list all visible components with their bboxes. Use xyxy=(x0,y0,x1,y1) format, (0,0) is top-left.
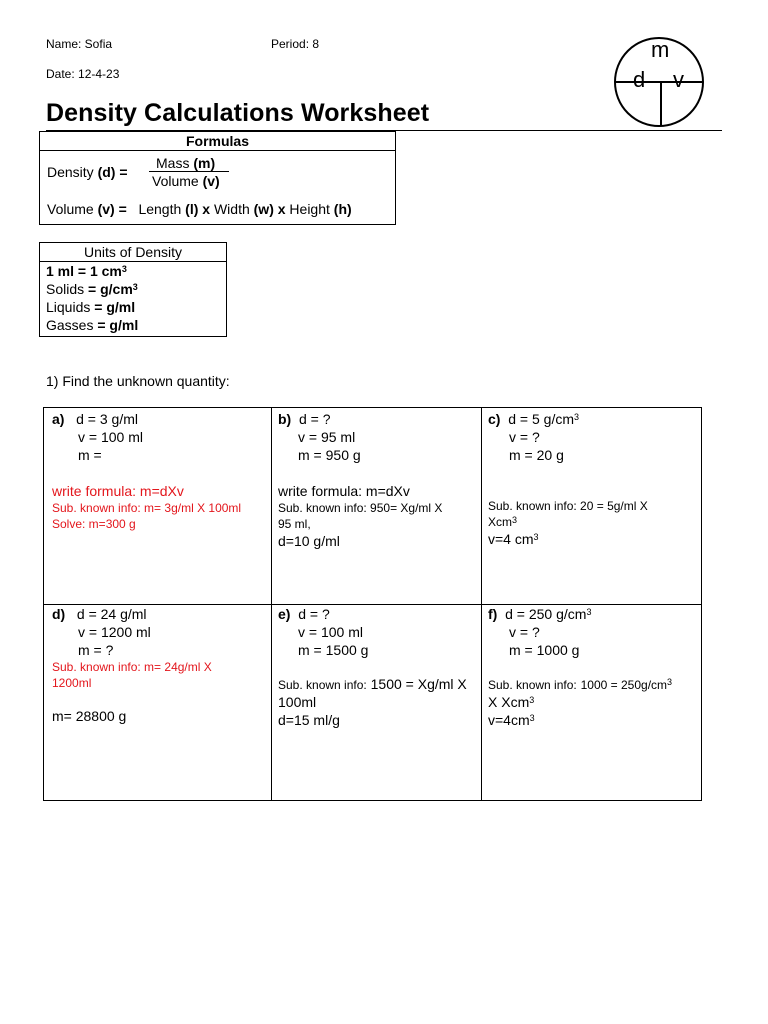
question-prompt: 1) Find the unknown quantity: xyxy=(46,373,230,389)
problem-b-known-2: 95 ml, xyxy=(278,517,311,531)
fraction-numerator: Mass (m) xyxy=(156,155,216,171)
problem-a-known: Sub. known info: m= 3g/ml X 100ml xyxy=(52,501,242,515)
problem-b-formula: write formula: m=dXv xyxy=(278,483,410,499)
problem-c-known-1: Sub. known info: 20 = 5g/ml X xyxy=(488,499,648,513)
problem-e-known-2: 100ml xyxy=(278,694,317,710)
problem-c-answer: v=4 $cm^3$ xyxy=(488,531,539,547)
problem-f-answer: $v=4cm^3$ xyxy=(488,712,535,728)
problem-e: e) d = ? v = 100 ml m = 1500 g Sub. known info: 1500 = Xg/ml X 100ml d=15 ml/g xyxy=(278,605,476,729)
problem-d-answer: m= 28800 g xyxy=(52,708,127,724)
problem-a-formula: write formula: m=dXv xyxy=(52,483,184,499)
problem-d-known-1: Sub. known info: m= 24g/ml X xyxy=(52,660,212,674)
problems-grid xyxy=(43,407,702,801)
units-row-ml: 1 ml = 1 $cm^3$ xyxy=(46,263,127,279)
problem-f: f) d = 250 $g/cm^3$ v = ? m = 1000 g Sub. known info: $1000 = 250g/cm^3$ X Xcm$^3$ $v=4cm^3$ xyxy=(488,605,698,729)
problem-f-known-2: X Xcm$^3$ xyxy=(488,694,535,710)
units-of-density-box xyxy=(39,242,227,337)
triangle-v: v xyxy=(673,67,684,92)
problem-e-known-1: Sub. known info: 1500 = Xg/ml X xyxy=(278,676,467,692)
formulas-heading: Formulas xyxy=(40,132,395,151)
worksheet-date: Date: 12-4-23 xyxy=(46,67,120,81)
triangle-d: d xyxy=(633,67,646,92)
problem-e-answer: d=15 ml/g xyxy=(278,712,340,728)
problem-a-solve: Solve: m=300 g xyxy=(52,517,136,531)
units-row-solids: Solids = $g/cm^3$ xyxy=(46,281,138,297)
density-triangle-diagram xyxy=(614,37,704,127)
problem-a: a) d = 3 g/ml v = 100 ml m = write formula: m=dXv Sub. known info: m= 3g/ml X 100ml Solve: m=300 g xyxy=(52,410,267,532)
units-row-gasses: Gasses = g/ml xyxy=(46,317,139,333)
density-formula-label: Density (d) = xyxy=(47,164,128,180)
units-row-liquids: Liquids = g/ml xyxy=(46,299,136,315)
problem-d-known-2: 1200ml xyxy=(52,676,92,690)
student-name: Name: Sofia xyxy=(46,37,113,51)
problem-c-known-2: Xcm$^3$ xyxy=(488,515,518,529)
units-heading: Units of Density xyxy=(40,243,226,262)
fraction-bar xyxy=(149,171,229,172)
problem-b: b) d = ? v = 95 ml m = 950 g write formula: m=dXv Sub. known info: 950= Xg/ml X 95 ml, d=10 g/ml xyxy=(278,410,476,550)
page-title: Density Calculations Worksheet xyxy=(46,99,430,127)
problem-f-known-1: Sub. known info: $1000 = 250g/cm^3$ xyxy=(488,677,673,692)
volume-formula: Volume (v) = Length (l) x Width (w) x Height (h) xyxy=(47,201,352,217)
problem-b-known-1: Sub. known info: 950= Xg/ml X xyxy=(278,501,443,515)
problem-b-answer: d=10 g/ml xyxy=(278,533,340,549)
triangle-m: m xyxy=(651,37,670,62)
class-period: Period: 8 xyxy=(271,37,320,51)
problem-c: c) d = 5 $g/cm^3$ v = ? m = 20 g Sub. known info: 20 = 5g/ml X Xcm$^3$ v=4 $cm^3$ xyxy=(488,410,698,548)
fraction-denominator: Volume (v) xyxy=(152,173,220,189)
problem-d: d) d = 24 g/ml v = 1200 ml m = ? Sub. known info: m= 24g/ml X 1200ml m= 28800 g xyxy=(52,605,267,725)
